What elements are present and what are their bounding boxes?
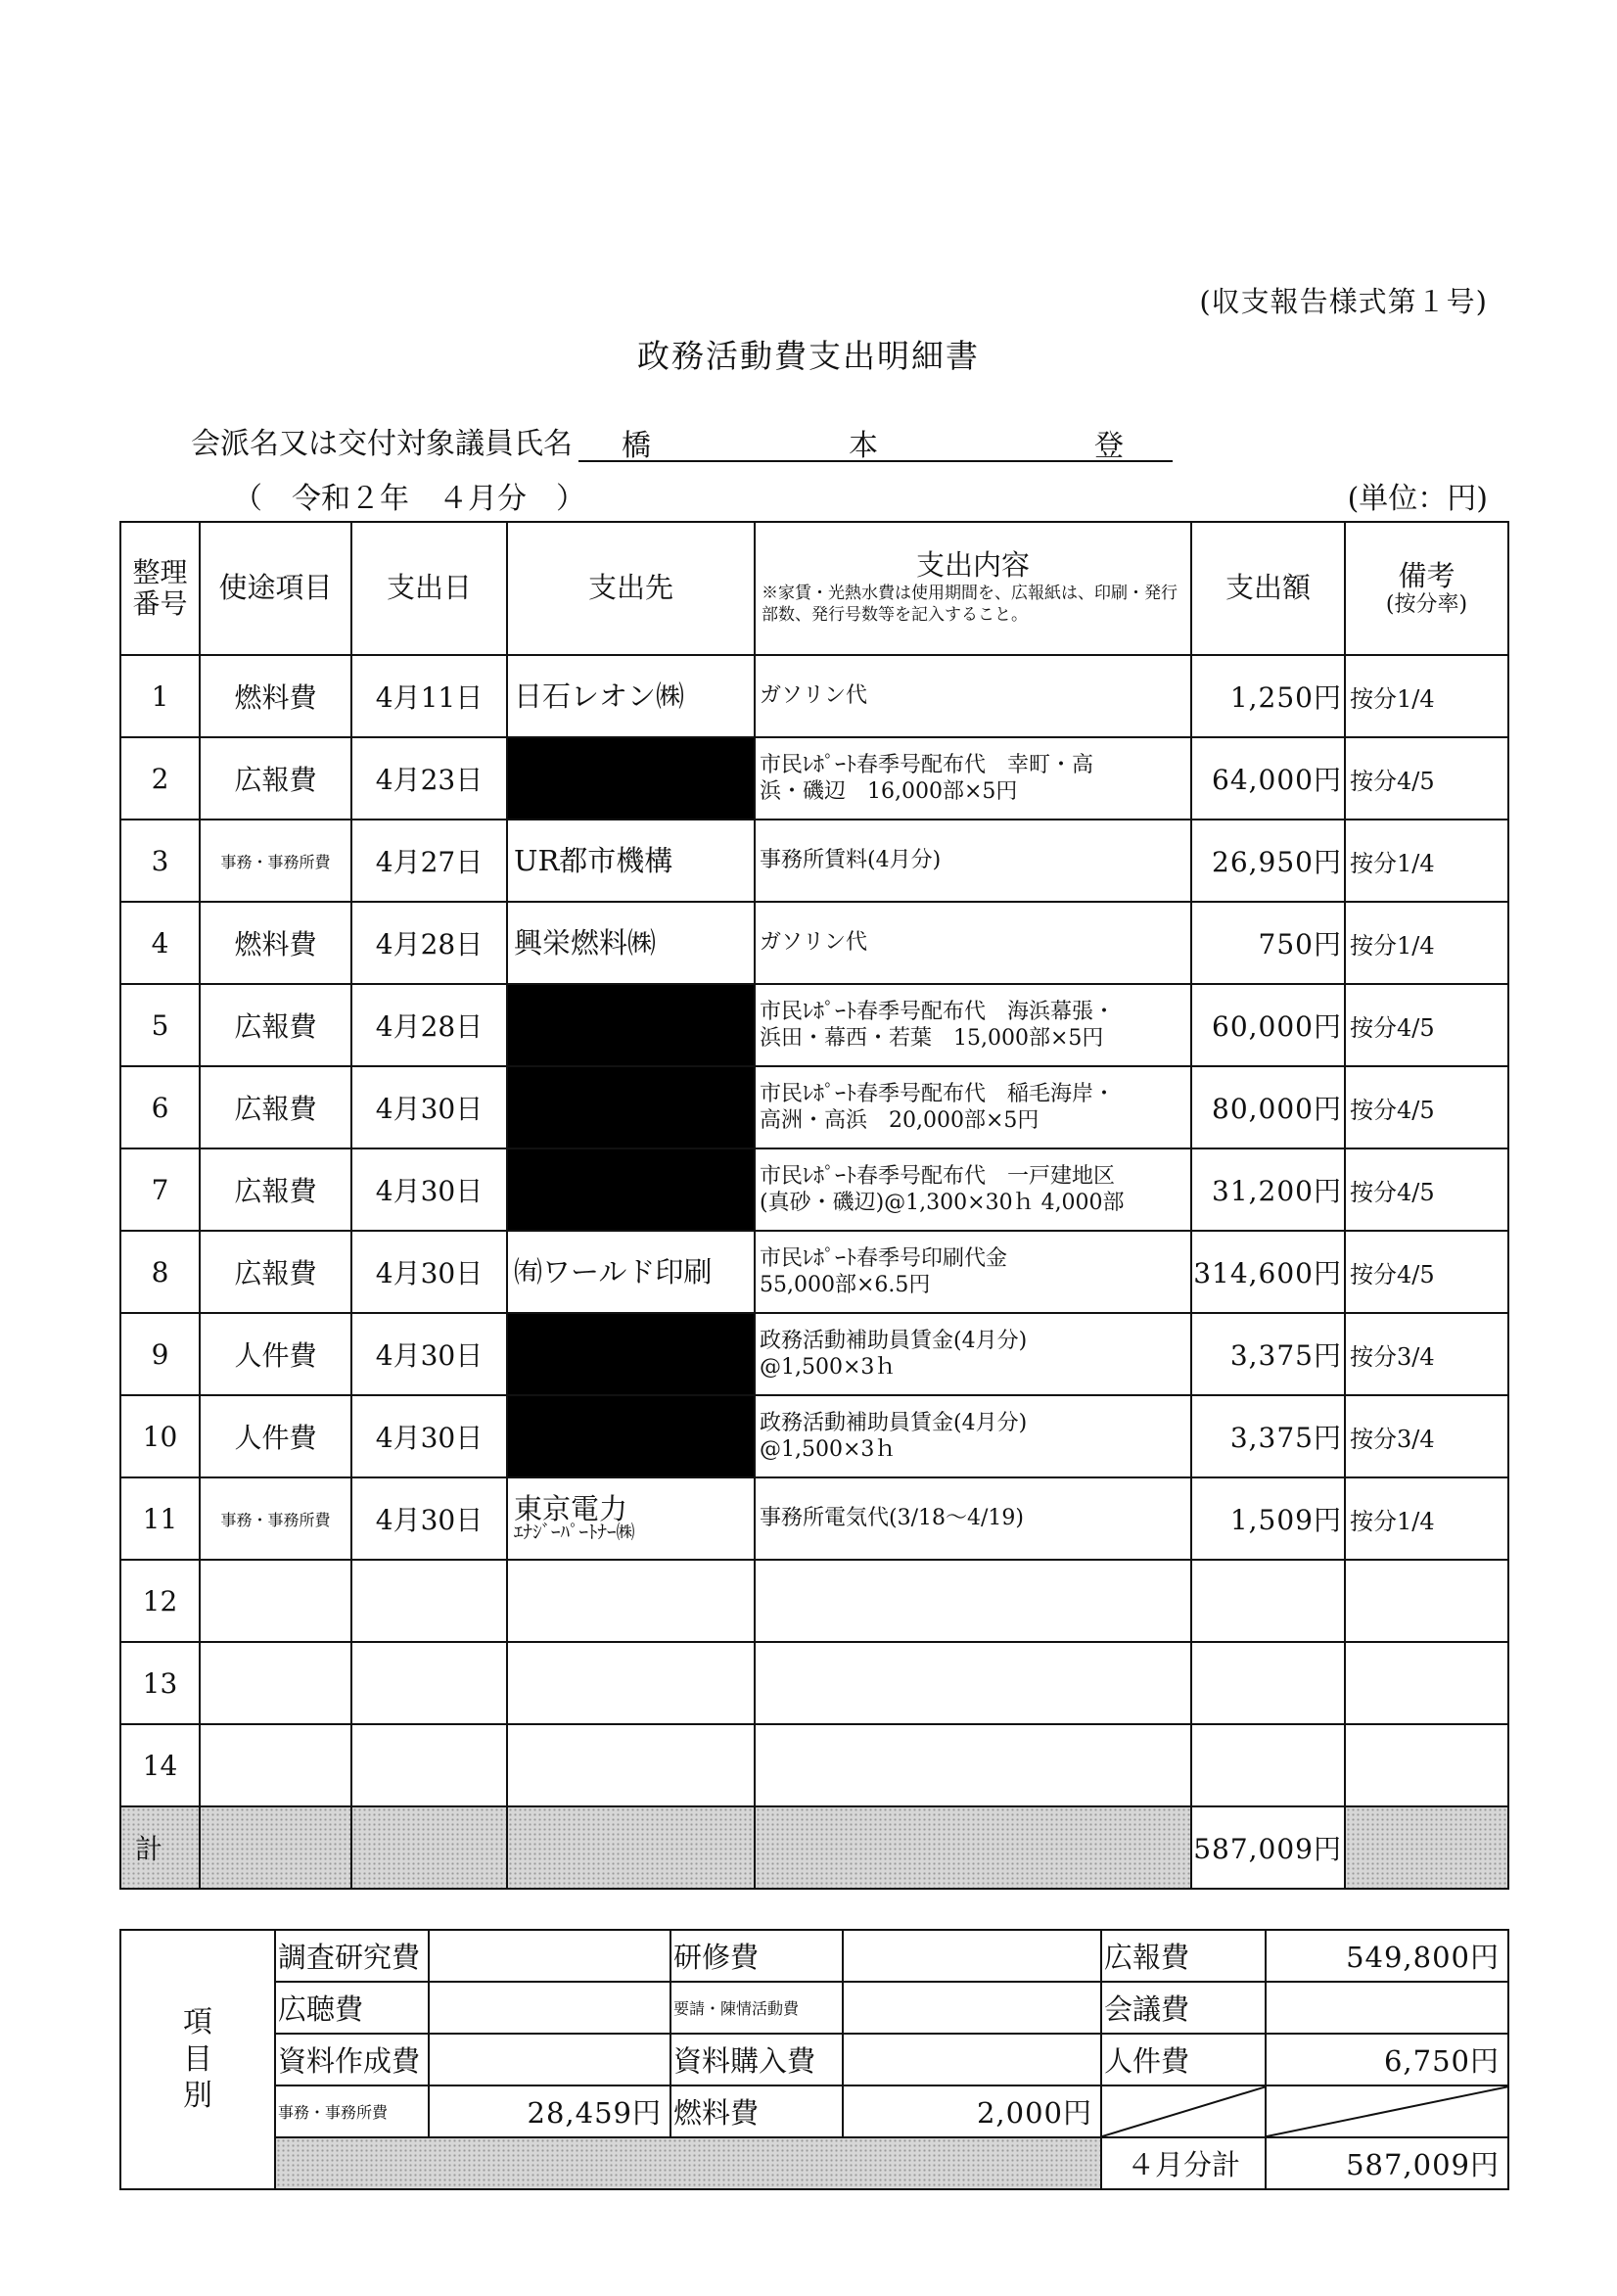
row-category — [200, 1560, 351, 1642]
payee-cell — [507, 902, 755, 984]
table-row — [120, 655, 1508, 737]
row-number: 6 — [120, 1066, 200, 1148]
col-header-amount: 支出額 — [1191, 522, 1345, 655]
row-date: 4月30日 — [351, 1313, 507, 1395]
redacted-payee — [507, 737, 755, 820]
row-number: 13 — [120, 1642, 200, 1724]
summary-label: 要請・陳情活動費 — [670, 1982, 843, 2034]
table-row — [120, 1066, 1508, 1148]
total-label: 計 — [120, 1806, 200, 1889]
row-category: 広報費 — [200, 1066, 351, 1148]
row-amount: 3,375円 — [1191, 1313, 1345, 1395]
row-description — [755, 1642, 1191, 1724]
row-amount: 750円 — [1191, 902, 1345, 984]
month-total-label: ４月分計 — [1101, 2137, 1266, 2189]
row-date: 4月27日 — [351, 820, 507, 902]
row-date: 4月11日 — [351, 655, 507, 737]
row-amount: 80,000円 — [1191, 1066, 1345, 1148]
total-row — [120, 1806, 1508, 1889]
payee-cell — [507, 820, 755, 902]
table-row — [120, 1231, 1508, 1313]
total-amount: 587,009円 — [1191, 1806, 1345, 1889]
table-row — [120, 1560, 1508, 1642]
row-category — [200, 1724, 351, 1806]
summary-struck-cell — [1101, 2085, 1266, 2137]
row-amount — [1191, 1724, 1345, 1806]
description-header-label: 支出内容 — [915, 548, 1030, 583]
row-remark: 按分1/4 — [1345, 902, 1508, 984]
description-line-2: 浜田・幕西・若葉 15,000部×5円 — [760, 1026, 1104, 1051]
row-date: 4月28日 — [351, 984, 507, 1066]
row-description — [755, 1066, 1191, 1148]
table-row — [120, 1395, 1508, 1477]
row-number: 14 — [120, 1724, 200, 1806]
description-line-2: 浜・磯辺 16,000部×5円 — [760, 779, 1018, 804]
row-description — [755, 1231, 1191, 1313]
row-remark: 按分4/5 — [1345, 984, 1508, 1066]
member-name-part-1: 橋 — [622, 429, 651, 463]
row-description — [755, 1313, 1191, 1395]
summary-struck-cell — [1266, 2085, 1508, 2137]
currency-unit: (単位：円) — [1347, 482, 1488, 516]
row-amount — [1191, 1560, 1345, 1642]
row-remark: 按分3/4 — [1345, 1313, 1508, 1395]
summary-label: 事務・事務所費 — [275, 2085, 429, 2137]
table-header-row — [120, 522, 1508, 655]
remark-header-label: 備考 — [1398, 558, 1455, 592]
row-remark: 按分3/4 — [1345, 1395, 1508, 1477]
row-description — [755, 984, 1191, 1066]
description-line-1: 政務活動補助員賃金(4月分) — [760, 1328, 1028, 1353]
payee-name: 日石レオン㈱ — [514, 679, 685, 713]
payee-cell — [507, 655, 755, 737]
member-name-line — [191, 419, 1173, 462]
row-category: 事務・事務所費 — [200, 820, 351, 902]
summary-label: 広聴費 — [275, 1982, 429, 2034]
summary-value — [843, 1930, 1101, 1982]
payee-name: 東京電力 — [514, 1491, 628, 1525]
summary-label: 広報費 — [1101, 1930, 1266, 1982]
row-amount: 31,200円 — [1191, 1148, 1345, 1231]
row-date — [351, 1724, 507, 1806]
description-line-1: 市民ﾚﾎﾟｰﾄ春季号配布代 稲毛海岸・ — [760, 1081, 1116, 1106]
table-row — [120, 737, 1508, 820]
row-remark: 按分1/4 — [1345, 820, 1508, 902]
summary-heading — [120, 1930, 275, 2189]
row-date — [351, 1560, 507, 1642]
description-line-1: 政務活動補助員賃金(4月分) — [760, 1410, 1028, 1435]
summary-label: 研修費 — [670, 1930, 843, 1982]
row-number: 7 — [120, 1148, 200, 1231]
redacted-payee — [507, 1395, 755, 1477]
row-number: 2 — [120, 737, 200, 820]
summary-value — [843, 1982, 1101, 2034]
row-remark: 按分1/4 — [1345, 655, 1508, 737]
category-summary-table — [119, 1929, 1509, 2190]
row-category: 事務・事務所費 — [200, 1477, 351, 1560]
row-remark: 按分4/5 — [1345, 1148, 1508, 1231]
summary-label: 資料作成費 — [275, 2034, 429, 2085]
summary-label: 調査研究費 — [275, 1930, 429, 1982]
summary-label: 燃料費 — [670, 2085, 843, 2137]
col-header-payee: 支出先 — [507, 522, 755, 655]
row-number: 3 — [120, 820, 200, 902]
row-number: 11 — [120, 1477, 200, 1560]
row-remark: 按分4/5 — [1345, 737, 1508, 820]
total-shaded-cell — [351, 1806, 507, 1889]
row-number: 5 — [120, 984, 200, 1066]
redacted-payee — [507, 984, 755, 1066]
row-number: 12 — [120, 1560, 200, 1642]
row-date: 4月30日 — [351, 1148, 507, 1231]
summary-value — [429, 1982, 670, 2034]
table-row — [120, 1724, 1508, 1806]
description-header-note: ※家賃・光熱水費は使用期間を、広報紙は、印刷・発行部数、発行号数等を記入すること。 — [762, 584, 1178, 625]
row-number: 1 — [120, 655, 200, 737]
row-amount: 1,250円 — [1191, 655, 1345, 737]
row-description — [755, 820, 1191, 902]
table-row — [120, 984, 1508, 1066]
description-line-1: 市民ﾚﾎﾟｰﾄ春季号配布代 海浜幕張・ — [760, 999, 1116, 1024]
col-header-no: 整理番号 — [120, 522, 200, 655]
row-amount — [1191, 1642, 1345, 1724]
row-amount: 60,000円 — [1191, 984, 1345, 1066]
row-category: 人件費 — [200, 1313, 351, 1395]
summary-label: 人件費 — [1101, 2034, 1266, 2085]
col-header-description — [755, 522, 1191, 655]
description-line-1: 事務所賃料(4月分) — [760, 848, 942, 873]
row-category: 広報費 — [200, 984, 351, 1066]
row-date: 4月30日 — [351, 1066, 507, 1148]
document-title: 政務活動費支出明細書 — [637, 337, 980, 375]
description-line-2: @1,500×3ｈ — [760, 1355, 897, 1380]
member-name-part-3: 登 — [1094, 429, 1124, 463]
table-row — [120, 1642, 1508, 1724]
row-number: 4 — [120, 902, 200, 984]
row-description — [755, 655, 1191, 737]
expenditure-table — [119, 521, 1509, 1890]
row-amount: 1,509円 — [1191, 1477, 1345, 1560]
row-description — [755, 1148, 1191, 1231]
col-header-date: 支出日 — [351, 522, 507, 655]
member-name-label: 会派名又は交付対象議員氏名 — [191, 427, 573, 461]
row-amount: 314,600円 — [1191, 1231, 1345, 1313]
table-row — [120, 1148, 1508, 1231]
row-date — [351, 1642, 507, 1724]
row-description — [755, 737, 1191, 820]
row-number: 8 — [120, 1231, 200, 1313]
summary-total-row — [120, 2137, 1508, 2189]
row-remark: 按分4/5 — [1345, 1231, 1508, 1313]
report-period: （ 令和２年 ４月分 ） — [233, 482, 585, 516]
row-remark — [1345, 1560, 1508, 1642]
summary-label: 資料購入費 — [670, 2034, 843, 2085]
row-description — [755, 1560, 1191, 1642]
member-name-field — [578, 421, 1173, 462]
diagonal-strike — [1102, 2086, 1267, 2136]
description-line-1: 市民ﾚﾎﾟｰﾄ春季号印刷代金 — [760, 1245, 1008, 1271]
row-description — [755, 1395, 1191, 1477]
total-shaded-cell — [507, 1806, 755, 1889]
row-remark: 按分1/4 — [1345, 1477, 1508, 1560]
row-category: 広報費 — [200, 737, 351, 820]
summary-shaded-cell — [275, 2137, 1101, 2189]
month-total-value: 587,009円 — [1266, 2137, 1508, 2189]
summary-heading-text: 項目別 — [183, 2005, 212, 2114]
row-number: 9 — [120, 1313, 200, 1395]
payee-cell — [507, 1231, 755, 1313]
summary-row — [120, 1930, 1508, 1982]
row-category: 燃料費 — [200, 902, 351, 984]
row-category: 燃料費 — [200, 655, 351, 737]
total-shaded-cell — [1345, 1806, 1508, 1889]
summary-value — [1266, 1982, 1508, 2034]
description-line-1: ガソリン代 — [760, 930, 868, 956]
summary-label: 会議費 — [1101, 1982, 1266, 2034]
table-row — [120, 820, 1508, 902]
row-remark: 按分4/5 — [1345, 1066, 1508, 1148]
summary-row — [120, 2034, 1508, 2085]
summary-row — [120, 1982, 1508, 2034]
description-line-2: 55,000部×6.5円 — [760, 1273, 931, 1297]
payee-cell — [507, 1560, 755, 1642]
description-line-1: 事務所電気代(3/18～4/19) — [760, 1506, 1024, 1531]
row-description — [755, 902, 1191, 984]
payee-name: UR都市機構 — [514, 843, 673, 877]
row-remark — [1345, 1642, 1508, 1724]
row-category: 広報費 — [200, 1148, 351, 1231]
table-row — [120, 1313, 1508, 1395]
payee-name: ㈲ワールド印刷 — [514, 1254, 713, 1289]
row-category — [200, 1642, 351, 1724]
row-amount: 26,950円 — [1191, 820, 1345, 902]
summary-value: 2,000円 — [843, 2085, 1101, 2137]
payee-name: 興栄燃料㈱ — [514, 925, 657, 960]
description-line-2: 高洲・高浜 20,000部×5円 — [760, 1108, 1040, 1133]
description-line-1: 市民ﾚﾎﾟｰﾄ春季号配布代 一戸建地区 — [760, 1163, 1116, 1189]
total-shaded-cell — [200, 1806, 351, 1889]
payee-cell — [507, 1642, 755, 1724]
form-number-label: (収支報告様式第１号) — [1199, 285, 1488, 318]
total-shaded-cell — [755, 1806, 1191, 1889]
row-description — [755, 1724, 1191, 1806]
table-row — [120, 902, 1508, 984]
description-line-2: @1,500×3ｈ — [760, 1437, 897, 1462]
summary-value: 6,750円 — [1266, 2034, 1508, 2085]
row-category: 人件費 — [200, 1395, 351, 1477]
row-date: 4月23日 — [351, 737, 507, 820]
redacted-payee — [507, 1313, 755, 1395]
row-date: 4月30日 — [351, 1231, 507, 1313]
row-description — [755, 1477, 1191, 1560]
row-remark — [1345, 1724, 1508, 1806]
row-number: 10 — [120, 1395, 200, 1477]
description-line-1: 市民ﾚﾎﾟｰﾄ春季号配布代 幸町・高 — [760, 752, 1094, 777]
payee-cell — [507, 1724, 755, 1806]
payee-cell — [507, 1477, 755, 1560]
summary-value — [429, 2034, 670, 2085]
diagonal-strike — [1267, 2086, 1509, 2136]
summary-value: 28,459円 — [429, 2085, 670, 2137]
row-date: 4月28日 — [351, 902, 507, 984]
row-category: 広報費 — [200, 1231, 351, 1313]
row-date: 4月30日 — [351, 1395, 507, 1477]
summary-row — [120, 2085, 1508, 2137]
remark-header-sub: (按分率) — [1385, 592, 1468, 618]
row-amount: 64,000円 — [1191, 737, 1345, 820]
col-header-category: 使途項目 — [200, 522, 351, 655]
summary-value: 549,800円 — [1266, 1930, 1508, 1982]
summary-value — [843, 2034, 1101, 2085]
redacted-payee — [507, 1148, 755, 1231]
description-line-1: ガソリン代 — [760, 683, 868, 709]
summary-value — [429, 1930, 670, 1982]
member-name-part-2: 本 — [849, 429, 878, 463]
row-date: 4月30日 — [351, 1477, 507, 1560]
redacted-payee — [507, 1066, 755, 1148]
row-amount: 3,375円 — [1191, 1395, 1345, 1477]
payee-name-sub: ｴﾅｼﾞｰﾊﾟｰﾄﾅｰ㈱ — [514, 1522, 635, 1544]
description-line-2: (真砂・磯辺)@1,300×30ｈ 4,000部 — [760, 1191, 1125, 1215]
col-header-remark — [1345, 522, 1508, 655]
table-row — [120, 1477, 1508, 1560]
